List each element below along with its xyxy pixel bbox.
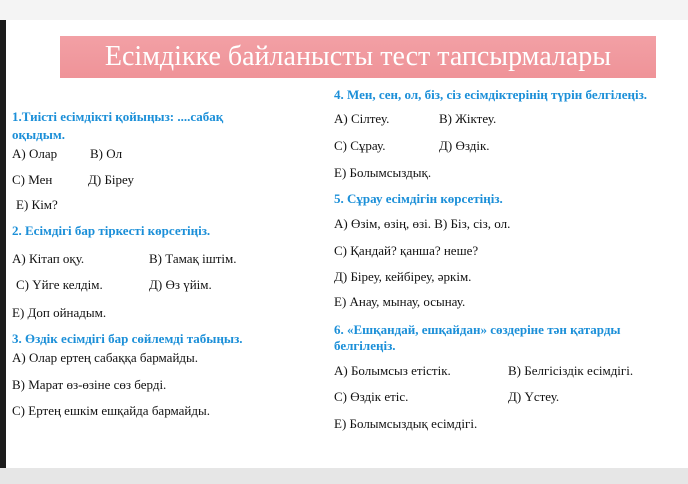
q4-option-c: С) Сұрау. <box>334 138 386 153</box>
q5-option-e: Е) Анау, мынау, осынау. <box>334 294 466 309</box>
q2-option-b: В) Тамақ іштім. <box>149 251 237 266</box>
q2-question: 2. Есімдігі бар тіркесті көрсетіңіз. <box>12 223 211 238</box>
q1-question-cont: оқыдым. <box>12 127 65 142</box>
q2-option-d: Д) Өз үйім. <box>149 277 212 292</box>
q4-question: 4. Мен, сен, ол, біз, сіз есімдіктерінің түрін белгілеңіз. <box>334 87 648 102</box>
q3-option-a: А) Олар ертең сабаққа бармайды. <box>12 350 199 365</box>
q4-option-d: Д) Өздік. <box>439 138 490 153</box>
q1-option-d: Д) Біреу <box>88 172 134 187</box>
slide <box>6 20 688 468</box>
bottom-bar <box>0 468 688 484</box>
q6-option-e: Е) Болымсыздық есімдігі. <box>334 416 478 431</box>
q5-option-d: Д) Біреу, кейбіреу, әркім. <box>334 269 472 284</box>
q6-question-cont: белгілеңіз. <box>334 338 396 353</box>
q5-question: 5. Сұрау есімдігін көрсетіңіз. <box>334 191 503 206</box>
q3-question: 3. Өздік есімдігі бар сөйлемді табыңыз. <box>12 331 243 346</box>
q5-option-a: А) Өзім, өзің, өзі. В) Біз, сіз, ол. <box>334 216 511 231</box>
q5-option-c: С) Қандай? қанша? неше? <box>334 243 479 258</box>
q4-option-e: Е) Болымсыздық. <box>334 165 432 180</box>
q2-option-e: Е) Доп ойнадым. <box>12 305 107 320</box>
q6-option-a: А) Болымсыз етістік. <box>334 363 451 378</box>
q4-option-b: В) Жіктеу. <box>439 111 497 126</box>
q1-option-b: В) Ол <box>90 146 123 161</box>
q6-option-b: В) Белгісіздік есімдігі. <box>508 363 634 378</box>
q3-option-b: В) Марат өз-өзіне сөз берді. <box>12 377 167 392</box>
q3-option-c: С) Ертең ешкім ешқайда бармайды. <box>12 403 210 418</box>
q1-question: 1.Тиісті есімдікті қойыңыз: ....сабақ <box>12 109 224 124</box>
q4-option-a: А) Сілтеу. <box>334 111 390 126</box>
q6-question: 6. «Ешқандай, ешқайдан» сөздеріне тән қатарды <box>334 322 621 337</box>
q2-option-a: А) Кітап оқу. <box>12 251 85 266</box>
q6-option-c: С) Өздік етіс. <box>334 389 409 404</box>
q1-option-c: С) Мен <box>12 172 53 187</box>
q2-option-c: С) Үйге келдім. <box>16 277 103 292</box>
slide-title: Есімдікке байланысты тест тапсырмалары <box>60 36 656 78</box>
top-bar <box>0 0 688 20</box>
q6-option-d: Д) Үстеу. <box>508 389 560 404</box>
q1-option-a: А) Олар <box>12 146 58 161</box>
q1-option-e: Е) Кім? <box>16 197 58 212</box>
